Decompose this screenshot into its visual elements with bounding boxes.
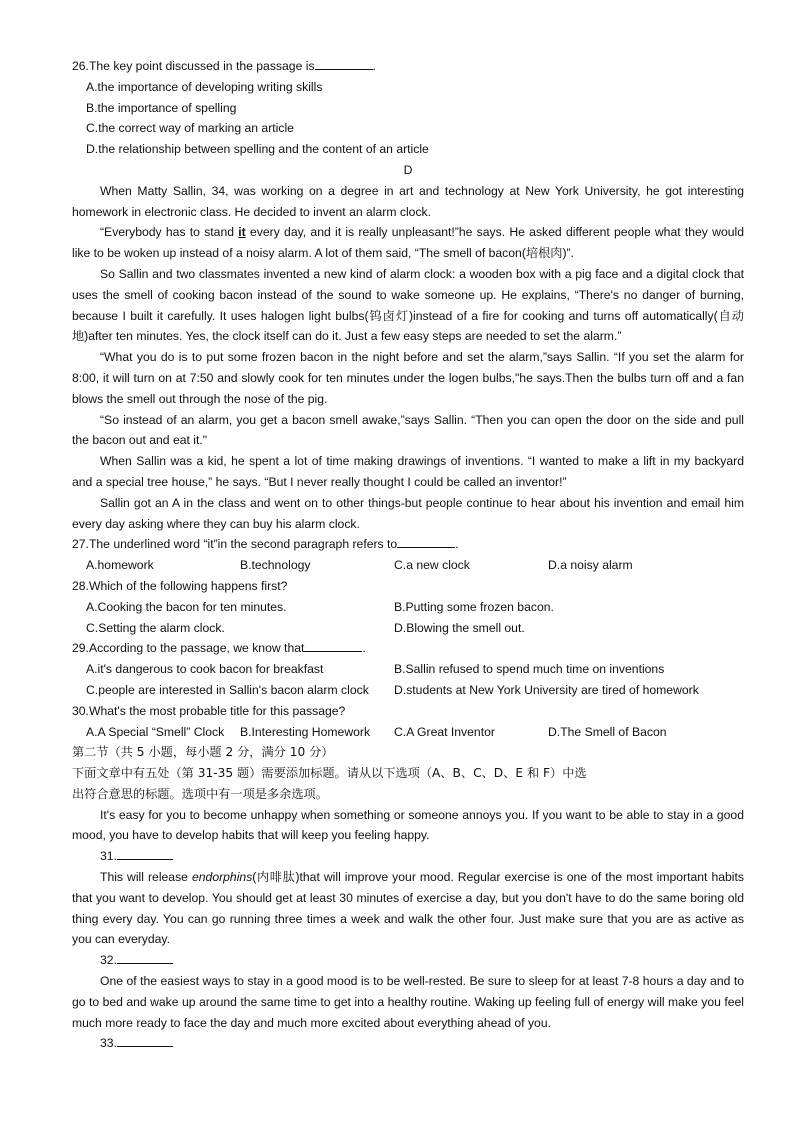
question-30: 30.What's the most probable title for this passage? bbox=[72, 703, 346, 718]
q26-option-b: B.the importance of spelling bbox=[86, 100, 237, 115]
question-31: 31. bbox=[72, 846, 744, 867]
question-32: 32. bbox=[72, 950, 744, 971]
section-2-paragraph-31: This will release endorphins(内啡肽)that will improve your mood. Regular exercise is one of the most important habits that you want to develop. You should get at least 30 minutes of exercise a day, but you don't have to do the same boring old thing every day. You can go running three times a week and walk the other four. Just make sure that you are as active as you can everyday. bbox=[72, 870, 744, 947]
question-29: 29.According to the passage, we know that . bbox=[72, 641, 366, 656]
passage-d-paragraph-6: When Sallin was a kid, he spent a lot of time making drawings of inventions. “I wanted to make a lift in my backyard and a special tree house,” he says. “But I never really thought I could be called an inventor!” bbox=[72, 454, 744, 489]
q28-option-a: A.Cooking the bacon for ten minutes. bbox=[86, 599, 287, 614]
question-27: 27.The underlined word “it”in the second paragraph refers to . bbox=[72, 537, 459, 552]
q28-option-d: D.Blowing the smell out. bbox=[394, 620, 525, 635]
q28-options-row-1 bbox=[72, 597, 744, 618]
q27-options bbox=[72, 555, 744, 576]
q27-answer-blank[interactable] bbox=[397, 535, 455, 548]
q26-option-c: C.the correct way of marking an article bbox=[86, 121, 294, 136]
q29-options-row-2 bbox=[72, 680, 744, 701]
passage-d-paragraph-1: When Matty Sallin, 34, was working on a degree in art and technology at New York University, he got interesting homework in electronic class. He decided to invent an alarm clock. bbox=[72, 183, 744, 219]
q29-options-row-1 bbox=[72, 659, 744, 680]
q30-option-c: C.A Great Inventor bbox=[394, 724, 495, 739]
passage-d-paragraph-2: “Everybody has to stand it every day, and it is really unpleasant!”he says. He asked different people what they would like to be woken up instead of a noisy alarm. A lot of them said, “The smell of bacon(培根肉)”. bbox=[72, 225, 744, 261]
q30-option-a: A.A Special “Smell” Clock bbox=[86, 724, 225, 739]
passage-d-paragraph-3: So Sallin and two classmates invented a new kind of alarm clock: a wooden box with a pig face and a digital clock that uses the smell of cooking bacon instead of the sound to wake someone up. He explains, “There's no danger of burning, because I built it carefully. It uses halogen light bulbs(钨卤灯)instead of a fire for cooking and turns off automatically(自动地)after ten minutes. Yes, the clock itself can do it. Just a few easy steps are needed to set the alarm.” bbox=[72, 266, 744, 344]
q26-option-d: D.the relationship between spelling and the content of an article bbox=[86, 142, 429, 157]
underlined-word-it: it bbox=[238, 225, 246, 240]
q26-stem: 26.The key point discussed in the passage is bbox=[72, 59, 315, 73]
q33-answer-blank[interactable] bbox=[117, 1034, 173, 1047]
section-2-instructions-line-2: 出符合意思的标题。选项中有一项是多余选项。 bbox=[72, 786, 328, 801]
q30-options bbox=[72, 722, 744, 743]
question-33: 33. bbox=[72, 1033, 744, 1054]
q28-option-b: B.Putting some frozen bacon. bbox=[394, 599, 554, 614]
q27-option-c: C.a new clock bbox=[394, 558, 470, 573]
q30-option-d: D.The Smell of Bacon bbox=[548, 724, 667, 739]
q27-stem: 27.The underlined word “it”in the second paragraph refers to bbox=[72, 537, 398, 552]
passage-d-paragraph-5: “So instead of an alarm, you get a bacon smell awake,”says Sallin. “Then you can open the door on the side and pull the bacon out and eat it." bbox=[72, 412, 744, 448]
q29-stem: 29.According to the passage, we know that bbox=[72, 641, 305, 656]
q29-option-c: C.people are interested in Sallin's bacon alarm clock bbox=[86, 682, 369, 697]
q28-options-row-2 bbox=[72, 618, 744, 639]
q29-option-a: A.it's dangerous to cook bacon for breakfast bbox=[86, 662, 324, 677]
section-2-title: 第二节（共 5 小题，每小题 2 分，满分 10 分） bbox=[72, 745, 334, 760]
q26-option-a: A.the importance of developing writing skills bbox=[86, 79, 323, 94]
section-2-paragraph-32: One of the easiest ways to stay in a good mood is to be well-rested. Be sure to sleep for at least 7-8 hours a day and to go to bed and wake up around the same time to get into a healthy routine. Waking up feeling full of energy will make you feel much more ready to face the day and much more excited about everything ahead of you. bbox=[72, 974, 744, 1030]
q29-answer-blank[interactable] bbox=[304, 639, 362, 652]
q29-option-d: D.students at New York University are tired of homework bbox=[394, 682, 699, 697]
q32-answer-blank[interactable] bbox=[117, 951, 173, 964]
section-d-heading: D bbox=[403, 162, 413, 177]
section-2-instructions-line-1: 下面文章中有五处（第 31-35 题）需要添加标题。请从以下选项（A、B、C、D、E 和 F）中选 bbox=[72, 766, 587, 781]
passage-d-paragraph-4: “What you do is to put some frozen bacon in the night before and set the alarm,”says Sallin. “If you set the alarm for 8:00, it will turn on at 7:50 and slowly cook for ten minutes under the logen bulbs,"he says.Then the bulbs turn off and a fan blows the smell out through the nose of the pig. bbox=[72, 350, 744, 406]
q31-answer-blank[interactable] bbox=[117, 847, 173, 860]
q29-option-b: B.Sallin refused to spend much time on inventions bbox=[394, 662, 665, 677]
q30-option-b: B.Interesting Homework bbox=[240, 724, 371, 739]
q28-option-c: C.Setting the alarm clock. bbox=[86, 620, 225, 635]
q27-option-d: D.a noisy alarm bbox=[548, 558, 633, 573]
exam-page bbox=[72, 56, 744, 1054]
question-28: 28.Which of the following happens first? bbox=[72, 578, 288, 593]
passage-d-paragraph-7: Sallin got an A in the class and went on to other things-but people continue to hear about his invention and email him every day asking where they can buy his alarm clock. bbox=[72, 495, 744, 531]
question-26: 26.The key point discussed in the passage is . bbox=[72, 59, 376, 73]
q27-option-a: A.homework bbox=[86, 558, 154, 573]
q27-option-b: B.technology bbox=[240, 558, 311, 573]
q26-answer-blank[interactable] bbox=[315, 57, 373, 70]
section-2-intro: It's easy for you to become unhappy when something or someone annoys you. If you want to be able to stay in a good mood, you have to develop habits that will keep you feeling happy. bbox=[72, 807, 744, 843]
